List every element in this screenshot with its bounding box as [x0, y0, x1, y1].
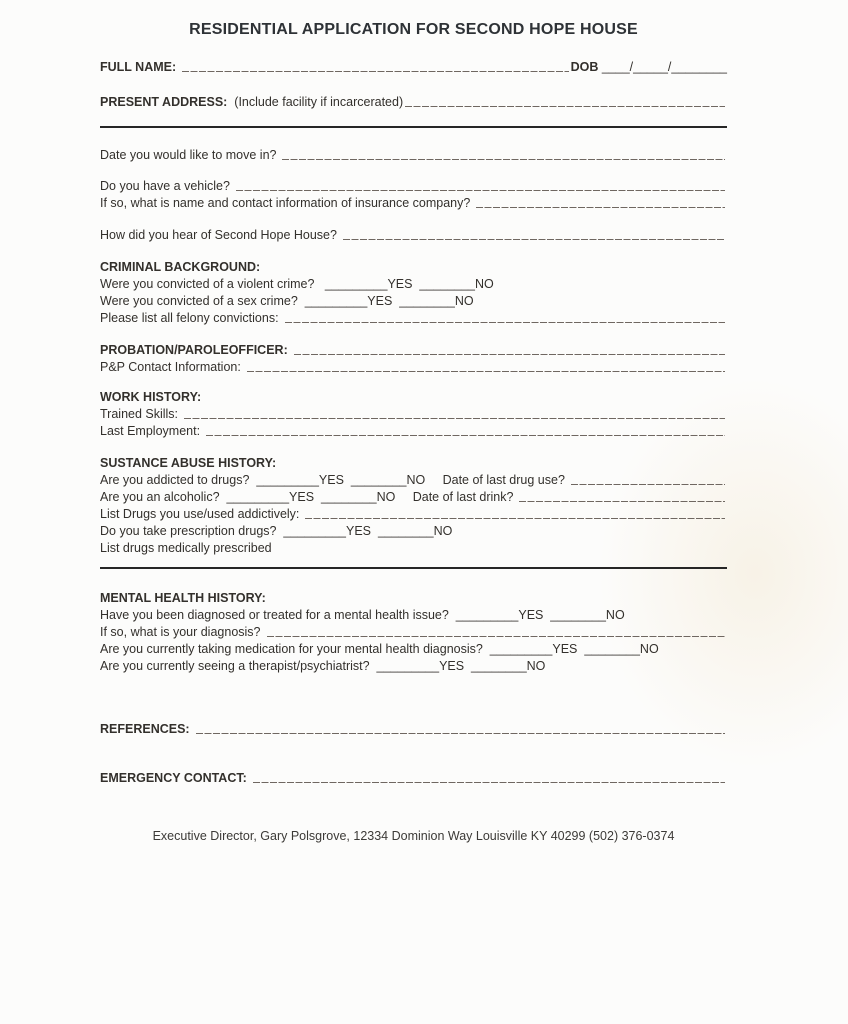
substance-abuse-heading-label: SUSTANCE ABUSE HISTORY:: [100, 456, 277, 470]
last-employment-blank-line: [206, 435, 725, 436]
diagnosis-label: If so, what is your diagnosis?: [100, 625, 261, 639]
mental-diagnosed-question: Have you been diagnosed or treated for a mental health issue? _________YES ________NO: [100, 608, 625, 622]
full-name-blank-line: [182, 71, 568, 72]
drug-addiction-question: Are you addicted to drugs? _________YES ________NO Date of last drug use?: [100, 473, 565, 487]
pp-contact-label: P&P Contact Information:: [100, 360, 241, 374]
referral-label: How did you hear of Second Hope House?: [100, 228, 337, 242]
drug-list-label: List Drugs you use/used addictively:: [100, 507, 300, 521]
prescription-drugs-question: Do you take prescription drugs? _________YES ________NO: [100, 524, 453, 538]
therapist-row: [100, 658, 727, 675]
trained-skills-row: [100, 406, 727, 423]
alcoholic-row: [100, 489, 727, 506]
probation-officer-blank-line: [294, 354, 725, 355]
drug-addiction-row: [100, 472, 727, 489]
mental-medication-row: [100, 641, 727, 658]
references-label: REFERENCES:: [100, 722, 190, 736]
violent-crime-question: Were you convicted of a violent crime? _________YES ________NO: [100, 277, 494, 291]
present-address-blank-line: [405, 106, 725, 107]
move-in-date-blank-line: [282, 159, 725, 160]
probation-officer-row: [100, 342, 727, 359]
work-history-heading: [100, 389, 727, 406]
diagnosis-row: [100, 624, 727, 641]
emergency-contact-row: [100, 770, 727, 787]
section-divider: [100, 126, 727, 128]
dob-label: DOB: [570, 60, 599, 74]
prescription-drugs-row: [100, 523, 727, 540]
substance-abuse-heading: [100, 455, 727, 472]
insurance-label: If so, what is name and contact information of insurance company?: [100, 196, 471, 210]
present-address-note: (Include facility if incarcerated): [227, 95, 404, 109]
last-drink-blank-line: [519, 501, 725, 502]
drug-list-row: [100, 506, 727, 523]
mental-health-heading: [100, 590, 727, 607]
last-employment-label: Last Employment:: [100, 424, 201, 438]
drug-list-blank-line: [305, 518, 725, 519]
move-in-date-label: Date you would like to move in?: [100, 148, 277, 162]
mental-health-heading-label: MENTAL HEALTH HISTORY:: [100, 591, 266, 605]
references-row: [100, 721, 727, 738]
full-name-label: FULL NAME:: [100, 60, 177, 74]
insurance-row: [100, 195, 727, 212]
alcoholic-question: Are you an alcoholic? _________YES ________NO Date of last drink?: [100, 490, 514, 504]
referral-row: [100, 227, 727, 244]
criminal-background-heading-label: CRIMINAL BACKGROUND:: [100, 260, 261, 274]
mental-diagnosed-row: [100, 607, 727, 624]
diagnosis-blank-line: [267, 636, 726, 637]
move-in-date-row: [100, 147, 727, 164]
trained-skills-blank-line: [184, 418, 725, 419]
prescribed-drugs-row: [100, 540, 727, 557]
form-sheet: [100, 0, 727, 843]
referral-blank-line: [343, 239, 725, 240]
mental-medication-question: Are you currently taking medication for your mental health diagnosis? _________YES ________NO: [100, 642, 659, 656]
emergency-contact-blank-line: [253, 782, 725, 783]
therapist-question: Are you currently seeing a therapist/psychiatrist? _________YES ________NO: [100, 659, 546, 673]
pp-contact-blank-line: [247, 371, 725, 372]
dob-blank-line: ____/_____/________: [598, 60, 727, 74]
form-title: RESIDENTIAL APPLICATION FOR SECOND HOPE HOUSE: [189, 21, 638, 38]
criminal-background-heading: [100, 259, 727, 276]
prescribed-drugs-label: List drugs medically prescribed: [100, 541, 272, 555]
felony-convictions-label: Please list all felony convictions:: [100, 311, 279, 325]
work-history-heading-label: WORK HISTORY:: [100, 390, 202, 404]
vehicle-blank-line: [236, 190, 725, 191]
references-blank-line: [196, 733, 725, 734]
present-address-label: PRESENT ADDRESS:: [100, 95, 228, 109]
sex-crime-question: Were you convicted of a sex crime? _________YES ________NO: [100, 294, 474, 308]
insurance-blank-line: [476, 207, 725, 208]
felony-convictions-row: [100, 310, 727, 327]
present-address-row: [100, 94, 727, 111]
probation-officer-label: PROBATION/PAROLEOFFICER:: [100, 343, 288, 357]
vehicle-row: [100, 178, 727, 195]
felony-convictions-blank-line: [285, 322, 725, 323]
director-contact-footer: Executive Director, Gary Polsgrove, 12334 Dominion Way Louisville KY 40299 (502) 376-0374: [152, 829, 675, 843]
emergency-contact-label: EMERGENCY CONTACT:: [100, 771, 247, 785]
section-divider: [100, 567, 727, 569]
last-employment-row: [100, 423, 727, 440]
last-drug-use-blank-line: [571, 484, 725, 485]
full-name-row: [100, 59, 727, 76]
sex-crime-row: [100, 293, 727, 310]
trained-skills-label: Trained Skills:: [100, 407, 179, 421]
vehicle-label: Do you have a vehicle?: [100, 179, 230, 193]
violent-crime-row: [100, 276, 727, 293]
pp-contact-row: [100, 359, 727, 376]
